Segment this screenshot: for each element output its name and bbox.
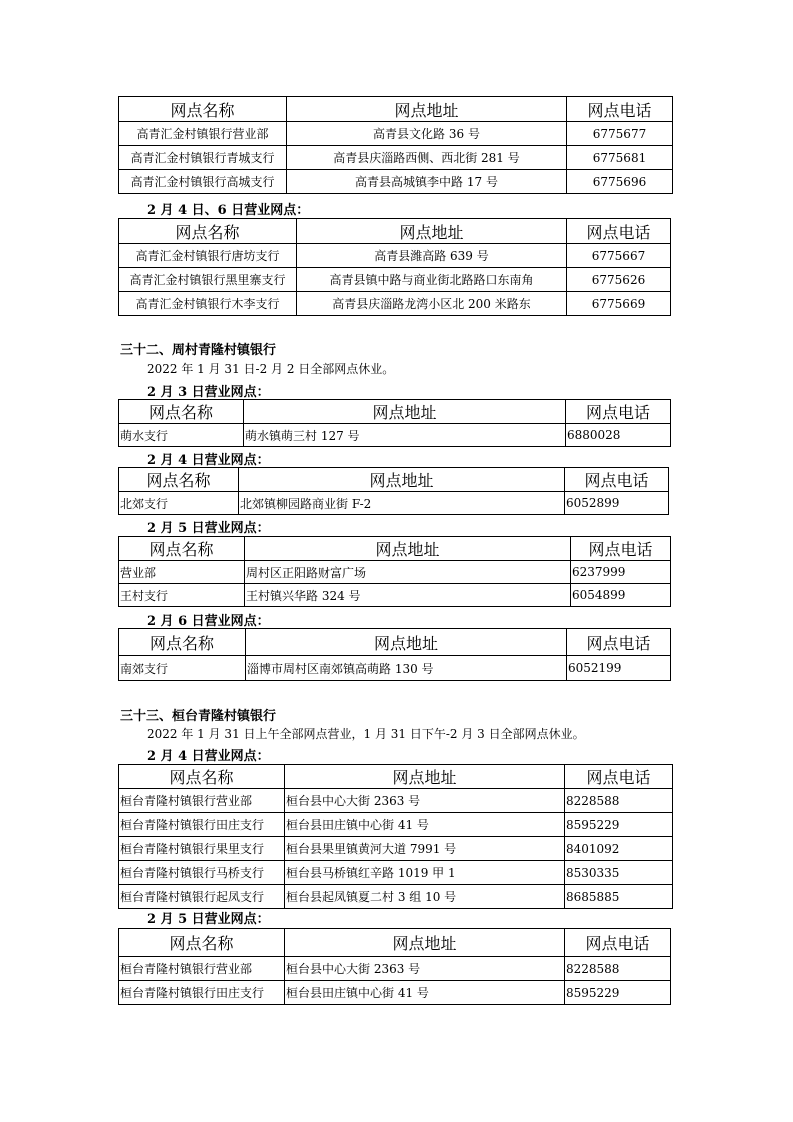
branch-phone: 6775669	[567, 292, 671, 316]
branch-phone: 6775696	[567, 170, 673, 194]
branch-address: 淄博市周村区南郊镇高萌路 130 号	[246, 656, 567, 681]
branch-name: 高青汇金村镇银行高城支行	[119, 170, 287, 194]
branch-name: 北郊支行	[119, 492, 239, 515]
branch-address: 桓台县中心大街 2363 号	[285, 789, 565, 813]
branch-name: 桓台青隆村镇银行果里支行	[119, 837, 285, 861]
branch-phone: 8228588	[565, 957, 671, 981]
subtitle-feb6: 2 月 6 日营业网点：	[147, 614, 270, 629]
branch-name: 桓台青隆村镇银行田庄支行	[119, 813, 285, 837]
section-title-33: 三十三、桓台青隆村镇银行	[120, 709, 277, 724]
branch-name: 高青汇金村镇银行唐坊支行	[119, 244, 297, 268]
branch-address: 高青县庆淄路西侧、西北街 281 号	[287, 146, 567, 170]
branch-address: 桓台县中心大街 2363 号	[285, 957, 565, 981]
table-row	[119, 292, 671, 316]
branch-address: 桓台县田庄镇中心街 41 号	[285, 813, 565, 837]
branch-phone: 8401092	[565, 837, 673, 861]
header-name: 网点名称	[119, 400, 244, 424]
branch-name: 桓台青隆村镇银行起凤支行	[119, 885, 285, 909]
branch-phone: 8595229	[565, 981, 671, 1005]
header-phone: 网点电话	[571, 537, 671, 561]
header-address: 网点地址	[239, 468, 565, 492]
table-header-row	[119, 929, 671, 957]
header-name: 网点名称	[119, 629, 246, 656]
section-note-32: 2022 年 1 月 31 日-2 月 2 日全部网点休业。	[147, 362, 395, 376]
table-header-row	[119, 468, 669, 492]
branch-name: 高青汇金村镇银行黑里寨支行	[119, 268, 297, 292]
section-title-32: 三十二、周村青隆村镇银行	[120, 343, 277, 358]
table-row	[119, 268, 671, 292]
branch-address: 桓台县田庄镇中心街 41 号	[285, 981, 565, 1005]
branch-table-32-feb5	[118, 536, 671, 607]
header-address: 网点地址	[244, 400, 566, 424]
branch-phone: 6052199	[567, 656, 671, 681]
table-header-row	[119, 400, 671, 424]
header-phone: 网点电话	[565, 929, 671, 957]
subtitle-feb5: 2 月 5 日营业网点：	[147, 521, 270, 536]
branch-name: 桓台青隆村镇银行马桥支行	[119, 861, 285, 885]
header-address: 网点地址	[285, 765, 565, 789]
subtitle-feb4: 2 月 4 日营业网点：	[147, 453, 270, 468]
branch-name: 南郊支行	[119, 656, 246, 681]
branch-name: 高青汇金村镇银行青城支行	[119, 146, 287, 170]
table-row	[119, 146, 673, 170]
branch-name: 萌水支行	[119, 424, 244, 447]
branch-table-32-feb3	[118, 399, 671, 447]
header-phone: 网点电话	[565, 765, 673, 789]
branch-phone: 6880028	[566, 424, 671, 447]
branch-table-33-feb5	[118, 928, 671, 1005]
branch-phone: 6775677	[567, 122, 673, 146]
table-row	[119, 813, 673, 837]
table-header-row	[119, 765, 673, 789]
table-row	[119, 122, 673, 146]
branch-table-a	[118, 96, 673, 194]
table-row	[119, 837, 673, 861]
table-row	[119, 861, 673, 885]
table-header-row	[119, 537, 671, 561]
branch-phone: 8530335	[565, 861, 673, 885]
branch-table-32-feb4	[118, 467, 669, 515]
table-row	[119, 170, 673, 194]
branch-name: 高青汇金村镇银行营业部	[119, 122, 287, 146]
subtitle-feb3: 2 月 3 日营业网点：	[147, 385, 270, 400]
branch-address: 高青县镇中路与商业街北路路口东南角	[297, 268, 567, 292]
table-header-row	[119, 97, 673, 122]
table-header-row	[119, 629, 671, 656]
branch-address: 桓台县马桥镇红辛路 1019 甲 1	[285, 861, 565, 885]
header-phone: 网点电话	[566, 400, 671, 424]
branch-phone: 8228588	[565, 789, 673, 813]
branch-name: 高青汇金村镇银行木李支行	[119, 292, 297, 316]
branch-table-b	[118, 218, 671, 316]
header-phone: 网点电话	[567, 629, 671, 656]
branch-phone: 8685885	[565, 885, 673, 909]
table-row	[119, 981, 671, 1005]
branch-phone: 6775681	[567, 146, 673, 170]
table-row	[119, 656, 671, 681]
header-phone: 网点电话	[567, 97, 673, 122]
branch-phone: 6775626	[567, 268, 671, 292]
branch-name: 桓台青隆村镇银行营业部	[119, 789, 285, 813]
branch-address: 高青县潍高路 639 号	[297, 244, 567, 268]
header-name: 网点名称	[119, 537, 245, 561]
table-row	[119, 584, 671, 607]
branch-phone: 6052899	[565, 492, 669, 515]
header-address: 网点地址	[285, 929, 565, 957]
branch-phone: 6237999	[571, 561, 671, 584]
subtitle-feb4-6: 2 月 4 日、6 日营业网点：	[147, 203, 310, 218]
branch-address: 萌水镇萌三村 127 号	[244, 424, 566, 447]
header-address: 网点地址	[297, 219, 567, 244]
section-note-33: 2022 年 1 月 31 日上午全部网点营业，1 月 31 日下午-2 月 3 日全部网点休业。	[147, 727, 585, 741]
branch-table-33-feb4	[118, 764, 673, 909]
branch-address: 桓台县起凤镇夏二村 3 组 10 号	[285, 885, 565, 909]
branch-name: 营业部	[119, 561, 245, 584]
branch-address: 高青县文化路 36 号	[287, 122, 567, 146]
branch-address: 高青县庆淄路龙湾小区北 200 米路东	[297, 292, 567, 316]
header-phone: 网点电话	[567, 219, 671, 244]
table-row	[119, 789, 673, 813]
table-row	[119, 244, 671, 268]
table-header-row	[119, 219, 671, 244]
branch-address: 王村镇兴华路 324 号	[245, 584, 571, 607]
table-row	[119, 492, 669, 515]
branch-phone: 6054899	[571, 584, 671, 607]
branch-phone: 8595229	[565, 813, 673, 837]
branch-table-32-feb6	[118, 628, 671, 681]
header-name: 网点名称	[119, 765, 285, 789]
header-address: 网点地址	[246, 629, 567, 656]
header-name: 网点名称	[119, 97, 287, 122]
header-address: 网点地址	[245, 537, 571, 561]
branch-name: 王村支行	[119, 584, 245, 607]
header-name: 网点名称	[119, 219, 297, 244]
subtitle-feb5-huantai: 2 月 5 日营业网点：	[147, 912, 270, 927]
branch-address: 北郊镇柳园路商业街 F-2	[239, 492, 565, 515]
header-address: 网点地址	[287, 97, 567, 122]
header-phone: 网点电话	[565, 468, 669, 492]
branch-phone: 6775667	[567, 244, 671, 268]
branch-address: 高青县高城镇李中路 17 号	[287, 170, 567, 194]
table-row	[119, 885, 673, 909]
table-row	[119, 957, 671, 981]
header-name: 网点名称	[119, 468, 239, 492]
branch-address: 桓台县果里镇黄河大道 7991 号	[285, 837, 565, 861]
table-row	[119, 424, 671, 447]
branch-name: 桓台青隆村镇银行田庄支行	[119, 981, 285, 1005]
subtitle-feb4-huantai: 2 月 4 日营业网点：	[147, 749, 270, 764]
branch-name: 桓台青隆村镇银行营业部	[119, 957, 285, 981]
branch-address: 周村区正阳路财富广场	[245, 561, 571, 584]
table-row	[119, 561, 671, 584]
header-name: 网点名称	[119, 929, 285, 957]
